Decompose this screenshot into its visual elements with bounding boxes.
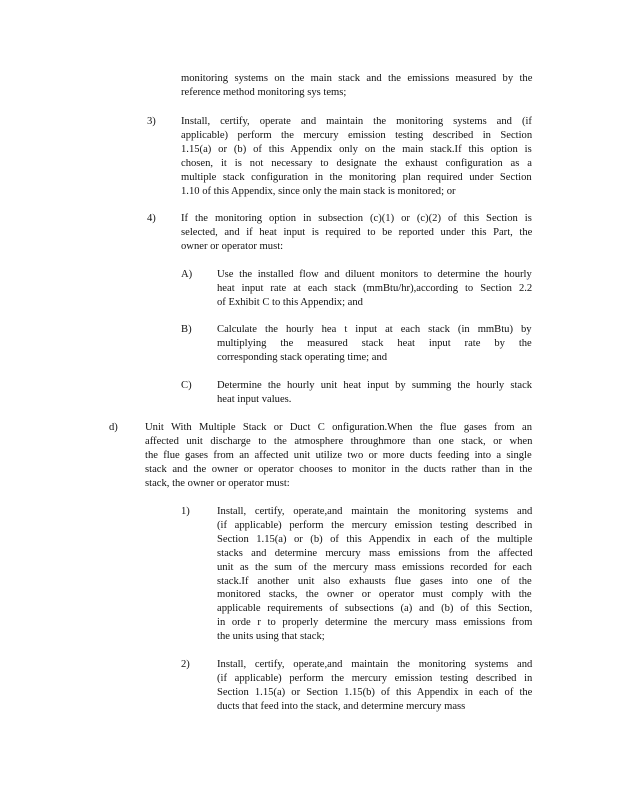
text-line: stacks and determine mercury mass emissions from the affected — [217, 547, 533, 559]
text-line: 1.10 of this Appendix, since only the main stack is monitored; or — [181, 185, 456, 197]
text-line: corresponding stack operating time; and — [217, 351, 388, 363]
item-A-number: A) — [181, 269, 193, 280]
item-C-number: C) — [181, 380, 192, 391]
text-line: monitored stacks, the owner or operator must comply with the — [217, 589, 532, 601]
text-line: stack.If another unit also exhausts flue gases into one of the — [217, 575, 532, 587]
text-line: Section 1.15(a) or (b) of this Appendix in each of the multiple — [217, 533, 533, 545]
text-line: in orde r to properly determine the mercury mass emissions from — [217, 617, 533, 629]
text-line: selected, and if heat input is required to be reported under this Part, the — [181, 226, 533, 238]
item-d-number: d) — [109, 422, 118, 433]
item-d2-paragraph — [217, 658, 532, 714]
text-line: 1.15(a) or (b) of this Appendix only on the main stack.If this option is — [181, 143, 532, 155]
item-d-paragraph — [145, 421, 532, 491]
item-4-number: 4) — [147, 213, 156, 224]
text-line: (if applicable) perform the mercury emission testing described in — [217, 672, 533, 684]
item-3-number: 3) — [147, 116, 156, 127]
item-A-paragraph — [217, 268, 532, 310]
text-line: chosen, it is not necessary to designate the exhaust configuration as a — [181, 157, 532, 169]
text-line: multiplying the measured stack heat input rate by the — [217, 337, 532, 349]
item-d2-number: 2) — [181, 659, 190, 670]
text-line: heat input rate at each stack (mmBtu/hr),according to Section 2.2 — [217, 282, 533, 294]
item-d1-paragraph — [217, 505, 532, 644]
text-line: Install, certify, operate and maintain the monitoring systems and (if — [181, 116, 532, 127]
text-line: If the monitoring option in subsection (c)(1) or (c)(2) of this Section is — [181, 213, 532, 224]
text-line: ducts that feed into the stack, and determine mercury mass — [217, 700, 466, 712]
text-line: affected unit discharge to the atmosphere throughmore than one stack, or when — [145, 435, 533, 447]
text-line: Install, certify, operate,and maintain the monitoring systems and — [217, 659, 533, 670]
item-B-paragraph — [217, 323, 532, 365]
item-3-paragraph — [181, 115, 532, 198]
intro-paragraph — [181, 72, 532, 100]
item-d1-number: 1) — [181, 506, 190, 517]
text-line: the flue gases from an affected unit utilize two or more ducts feeding into a single — [145, 449, 532, 461]
text-line: reference method monitoring sys tems; — [181, 86, 347, 98]
text-line: (if applicable) perform the mercury emission testing described in — [217, 519, 533, 531]
text-line: of Exhibit C to this Appendix; and — [217, 296, 363, 308]
item-4-paragraph — [181, 212, 532, 254]
text-line: Section 1.15(a) or Section 1.15(b) of this Appendix in each of the — [217, 686, 533, 698]
text-line: Install, certify, operate,and maintain the monitoring systems and — [217, 506, 533, 517]
text-line: applicable) perform the mercury emission testing described in Section — [181, 129, 533, 141]
text-line: Use the installed flow and diluent monitors to determine the hourly — [217, 269, 532, 280]
text-line: Determine the hourly unit heat input by summing the hourly stack — [217, 380, 533, 391]
text-line: owner or operator must: — [181, 240, 284, 252]
text-line: stack and the owner or operator chooses to monitor in the ducts rather than in the — [145, 463, 533, 475]
text-line: the units using that stack; — [217, 631, 325, 643]
text-line: multiple stack configuration in the monitoring plan required under Section — [181, 171, 532, 183]
text-line: Unit With Multiple Stack or Duct C onfiguration.When the flue gases from an — [145, 422, 532, 433]
item-C-paragraph — [217, 379, 532, 407]
text-line: applicable requirements of subsections (a) and (b) of this Section, — [217, 603, 533, 615]
text-line: Calculate the hourly hea t input at each stack (in mmBtu) by — [217, 324, 532, 335]
text-line: unit as the sum of the mercury mass emissions recorded for each — [217, 561, 532, 573]
text-line: heat input values. — [217, 393, 292, 405]
text-line: monitoring systems on the main stack and the emissions measured by the — [181, 73, 533, 84]
text-line: stack, the owner or operator must: — [145, 477, 290, 489]
item-B-number: B) — [181, 324, 192, 335]
